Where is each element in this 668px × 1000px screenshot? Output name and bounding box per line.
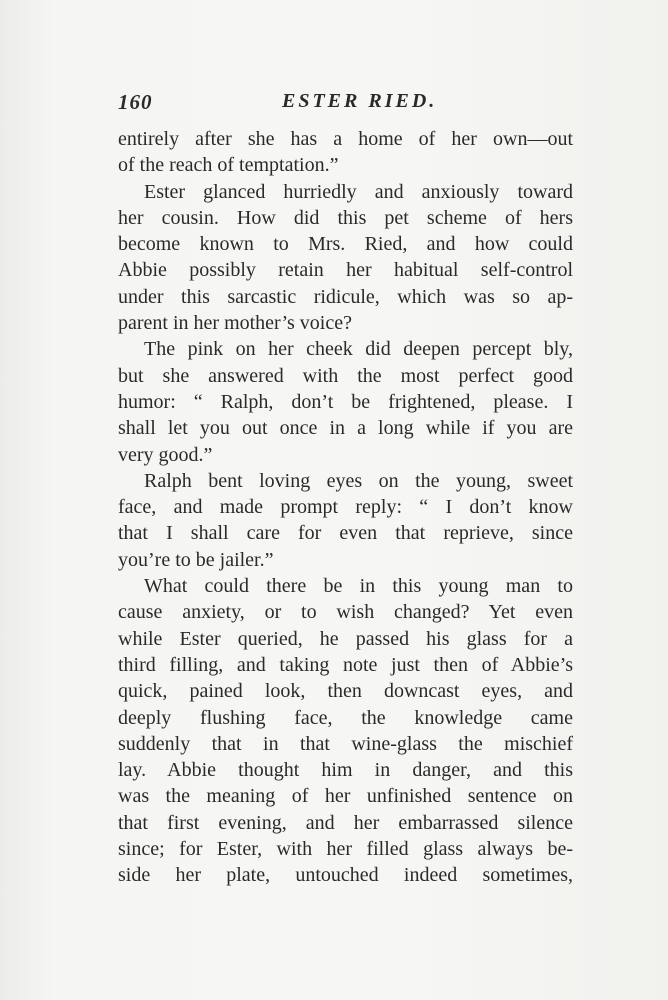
text-line: suddenly that in that wine-glass the mischief — [118, 732, 573, 755]
text-line: face, and made prompt reply: “ I don’t know — [118, 496, 573, 519]
text-line: cause anxiety, or to wish changed? Yet even — [118, 601, 573, 624]
text-line: quick, pained look, then downcast eyes, and — [118, 680, 573, 703]
text-line: side her plate, untouched indeed sometimes, — [118, 864, 573, 887]
text-line: while Ester queried, he passed his glass for a — [118, 627, 573, 650]
text-line: Ester glanced hurriedly and anxiously toward — [144, 180, 573, 203]
text-line: Ralph bent loving eyes on the young, sweet — [144, 469, 573, 492]
text-line: entirely after she has a home of her own—out — [118, 128, 573, 150]
text-line: parent in her mother’s voice? — [118, 312, 352, 335]
text-line: under this sarcastic ridicule, which was so ap- — [118, 285, 573, 308]
text-line: that I shall care for even that reprieve, since — [118, 522, 573, 545]
text-line: What could there be in this young man to — [144, 575, 573, 598]
page-number: 160 — [118, 90, 153, 114]
text-line: humor: “ Ralph, don’t be frightened, please. I — [118, 390, 573, 413]
body-text — [118, 126, 573, 889]
text-line: Abbie possibly retain her habitual self-control — [118, 259, 573, 282]
text-line: shall let you out once in a long while if you are — [118, 417, 573, 440]
text-line: become known to Mrs. Ried, and how could — [118, 233, 573, 256]
text-line: lay. Abbie thought him in danger, and this — [118, 759, 573, 782]
text-line: since; for Ester, with her filled glass always be- — [118, 838, 573, 861]
running-head: ESTER RIED. — [282, 90, 438, 112]
text-line: deeply flushing face, the knowledge came — [118, 706, 573, 729]
text-line: you’re to be jailer.” — [118, 548, 274, 571]
text-line: very good.” — [118, 443, 213, 466]
text-line: of the reach of temptation.” — [118, 154, 339, 177]
text-line: third filling, and taking note just then of Abbie’s — [118, 653, 573, 676]
text-line: her cousin. How did this pet scheme of hers — [118, 206, 573, 229]
text-line: The pink on her cheek did deepen percept bly, — [144, 338, 573, 361]
text-line: that first evening, and her embarrassed silence — [118, 811, 573, 834]
text-line: but she answered with the most perfect good — [118, 364, 573, 387]
text-line: was the meaning of her unfinished sentence on — [118, 785, 573, 808]
page-header — [118, 90, 578, 120]
